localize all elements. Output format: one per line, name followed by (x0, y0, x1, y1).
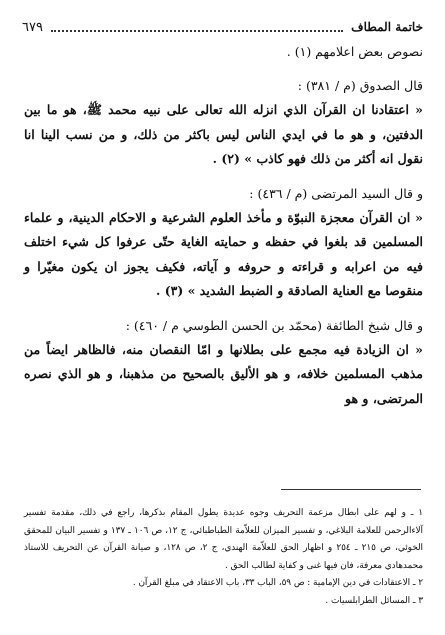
footnote-1: ١ ـ و لهم على ابطال مزعمة التحريف وجوه عديدة يطول المقام بذكرها، راجع في ذلك، مقدمة تفسير آلاءالرحمن للعلامة البلاغي، و تفسير الميزان للعلاّمة الطباطبائي، ج ١٢، ص ١٠٦ ـ ١٣٧ و تفسير البيان للمحقق الخوئي، ص ٢١٥ ـ ٢٥٤ و اظهار الحق للعلاّمة الهندي، ج ٢، ص ١٢٨، و صيانة القرآن عن التحريف للاستاذ محمدهادي معرفة، فان فيها غنى و كفاية لطالب الحق . (24, 508, 424, 571)
footnote-separator (281, 489, 421, 490)
tusi-quote: « ان الزيادة فيه مجمع على بطلانها و امّا النقصان منه، فالظاهر ايضاً من مذهب المسلمين خلافه، و هو الأليق بالصحيح من مذهبنا، و هو الذي نصره المرتضى، و هو (24, 341, 423, 406)
saduq-heading: قال الصدوق (م / ٣٨١) : (297, 78, 423, 93)
main-text (24, 40, 423, 411)
footnotes (24, 505, 423, 610)
tusi-heading: و قال شيخ الطائفة (محمّد بن الحسن الطوسي م / ٤٦٠) : (125, 317, 423, 333)
page-header (22, 16, 423, 38)
saduq-quote: « اعتقادنا ان القرآن الذي انزله الله تعالى على نبيه محمد ﷺ، هو ما بين الدفتين، و هو ما في ايدي الناس ليس باكثر من ذلك، و من نسب الينا انا نقول انه أكثر من ذلك فهو كاذب » (٢) . (24, 102, 423, 166)
murtada-heading: و قال السيد المرتضى (م / ٤٣٦) : (249, 185, 423, 201)
murtada-quote: « ان القرآن معجزة النبوّة و مأخذ العلوم الشرعية و الاحكام الدينية، و علماء المسلمين قد بلغوا في حفظه و حمايته الغاية حتّى عرفوا كل شيء اختلف فيه من اعرابه و قراءته و حروفه و آياته، فكيف يجوز ان يكون مغيّرا و منقوصا مع العناية الصادقة و الضبط الشديد » (٣) . (24, 209, 423, 298)
page-number: ٦٧٩ (22, 19, 43, 35)
footnote-3: ٣ ـ المسائل الطرابلسيات . (325, 595, 423, 606)
header-dotted-leader (51, 22, 343, 32)
intro-line: نصوص بعض اعلامهم (١) . (286, 44, 423, 59)
running-title: خاتمة المطاف (351, 20, 423, 34)
footnote-2: ٢ ـ الاعتقادات في دين الإمامية : ص ٥٩، الباب ٣٣، باب الاعتقاد في مبلغ القرآن . (132, 578, 423, 588)
